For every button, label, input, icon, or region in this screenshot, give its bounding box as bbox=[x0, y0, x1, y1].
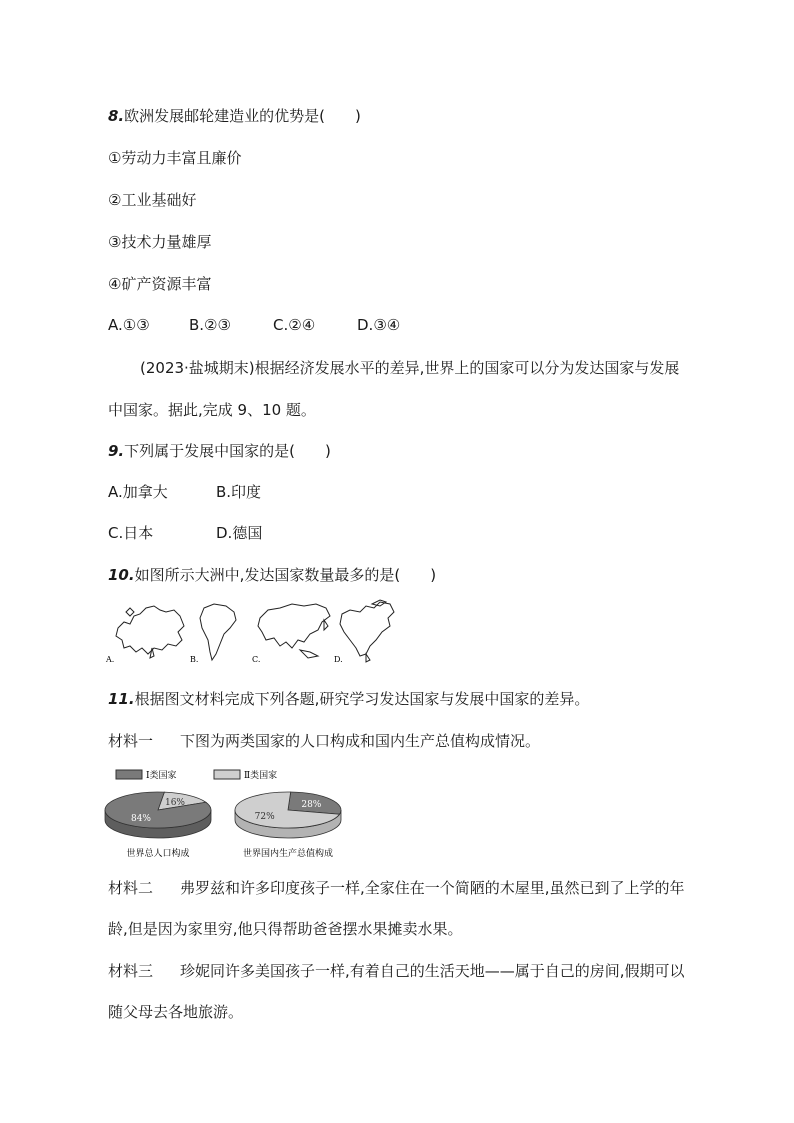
q8-option-a[interactable]: A.①③ bbox=[108, 316, 150, 334]
q10-stem-text: 如图所示大洲中,发达国家数量最多的是( ) bbox=[134, 566, 437, 584]
pie-value-label: 28% bbox=[301, 800, 322, 811]
material-2-line-2: 龄,但是因为家里穷,他只得帮助爸爸摆水果摊卖水果。 bbox=[108, 920, 463, 938]
q9-option-d[interactable]: D.德国 bbox=[216, 524, 263, 542]
material-2-line-1 bbox=[108, 878, 685, 898]
q8-option-c[interactable]: C.②④ bbox=[273, 316, 316, 334]
legend-label-class1: Ⅰ类国家 bbox=[146, 771, 177, 781]
q9-number: 9. bbox=[108, 442, 125, 460]
q9-option-c[interactable]: C.日本 bbox=[108, 524, 154, 542]
q8-stem bbox=[108, 106, 361, 126]
q9-options-row-2 bbox=[108, 523, 262, 543]
material-3-label: 材料三 bbox=[108, 962, 154, 980]
pie-gdp bbox=[235, 792, 341, 838]
q8-options bbox=[108, 315, 400, 335]
material-2-text: 弗罗兹和许多印度孩子一样,全家住在一个简陋的木屋里,虽然已到了上学的年 bbox=[180, 879, 685, 897]
q9-stem bbox=[108, 441, 331, 461]
material-3-line-2: 随父母去各地旅游。 bbox=[108, 1003, 244, 1021]
legend-label-class2: Ⅱ类国家 bbox=[244, 771, 278, 781]
pie-value-label: 84% bbox=[130, 814, 152, 825]
q11-number: 11. bbox=[108, 690, 135, 708]
q8-stem-text: 欧洲发展邮轮建造业的优势是( ) bbox=[124, 107, 361, 125]
q11-stem bbox=[108, 689, 589, 709]
material-3-text: 珍妮同许多美国孩子一样,有着自己的生活天地——属于自己的房间,假期可以 bbox=[180, 962, 685, 980]
map-north-america[interactable] bbox=[340, 600, 394, 662]
map-south-america[interactable] bbox=[200, 604, 236, 660]
q10-number: 10. bbox=[108, 566, 135, 584]
material-1-text: 下图为两类国家的人口构成和国内生产总值构成情况。 bbox=[180, 732, 541, 750]
map-label-c: C. bbox=[252, 655, 261, 664]
q8-item-1: ①劳动力丰富且廉价 bbox=[108, 149, 242, 167]
map-label-b: B. bbox=[190, 655, 199, 664]
q11-stem-text: 根据图文材料完成下列各题,研究学习发达国家与发展中国家的差异。 bbox=[134, 690, 590, 708]
legend-swatch-class2 bbox=[214, 770, 240, 779]
intro-line-1: (2023·盐城期末)根据经济发展水平的差异,世界上的国家可以分为发达国家与发展 bbox=[140, 359, 680, 377]
material-2-label: 材料二 bbox=[108, 879, 154, 897]
q8-number: 8. bbox=[108, 107, 125, 125]
q8-item-3: ③技术力量雄厚 bbox=[108, 233, 212, 251]
map-asia[interactable] bbox=[258, 604, 330, 658]
q9-option-b[interactable]: B.印度 bbox=[216, 483, 262, 501]
map-label-d: D. bbox=[334, 655, 343, 664]
material-1-label: 材料一 bbox=[108, 732, 154, 750]
pie-title-gdp: 世界国内生产总值构成 bbox=[242, 849, 334, 859]
q8-item-4: ④矿产资源丰富 bbox=[108, 275, 212, 293]
q9-stem-text: 下列属于发展中国家的是( ) bbox=[124, 442, 331, 460]
q8-option-b[interactable]: B.②③ bbox=[189, 316, 231, 334]
q9-options-row-1 bbox=[108, 482, 261, 502]
pie-charts bbox=[104, 766, 364, 862]
pie-value-label: 72% bbox=[254, 811, 275, 822]
q8-item-2: ②工业基础好 bbox=[108, 191, 197, 209]
pie-value-label: 16% bbox=[164, 797, 186, 808]
material-3-line-1 bbox=[108, 961, 685, 981]
map-label-a: A. bbox=[106, 655, 115, 664]
q8-option-d[interactable]: D.③④ bbox=[357, 316, 401, 334]
q10-stem bbox=[108, 565, 436, 585]
pie-title-population: 世界总人口构成 bbox=[126, 849, 190, 859]
material-1 bbox=[108, 731, 540, 751]
continent-maps bbox=[104, 598, 404, 668]
map-europe[interactable] bbox=[116, 606, 184, 658]
intro-line-2: 中国家。据此,完成 9、10 题。 bbox=[108, 401, 316, 419]
pie-population bbox=[105, 792, 211, 838]
legend-swatch-class1 bbox=[116, 770, 142, 779]
q9-option-a[interactable]: A.加拿大 bbox=[108, 483, 168, 501]
